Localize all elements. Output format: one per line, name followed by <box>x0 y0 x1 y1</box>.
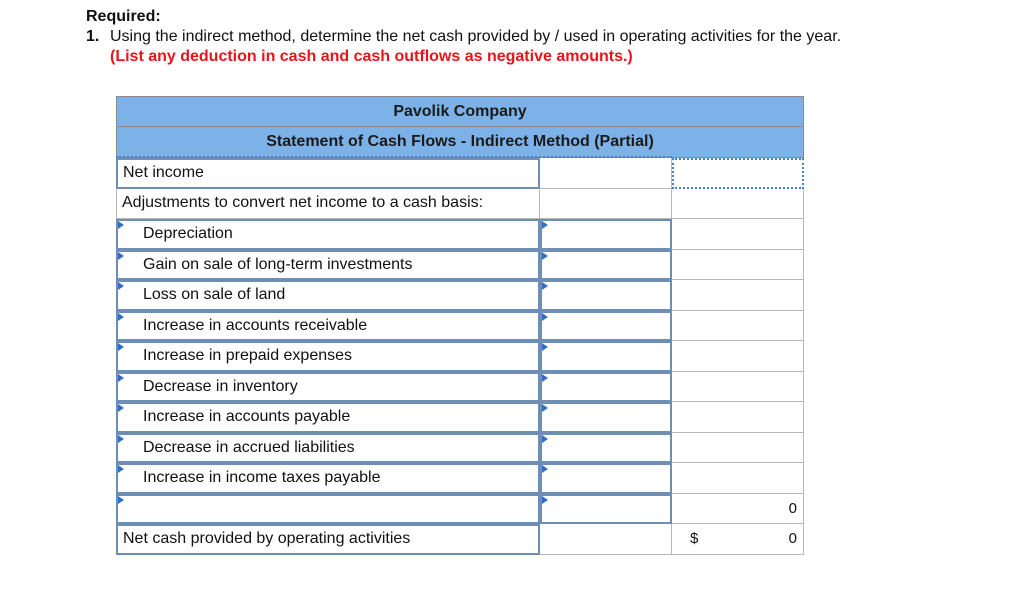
adjustments-header-row <box>116 189 804 220</box>
net-cash-mid-cell <box>540 524 672 555</box>
adjustment-label-dropdown[interactable] <box>116 433 540 464</box>
adjustment-row <box>116 341 804 372</box>
company-name: Pavolik Company <box>116 96 804 127</box>
net-income-mid-cell <box>540 158 672 189</box>
currency-symbol: $ <box>690 530 699 548</box>
adjustment-right-cell <box>672 250 804 281</box>
required-heading: Required: <box>86 8 161 25</box>
adjustment-amount-input[interactable] <box>540 402 672 433</box>
dropdown-indicator-icon <box>542 252 548 260</box>
adjustment-label-dropdown[interactable] <box>116 219 540 250</box>
adjustments-mid-cell <box>540 189 672 220</box>
adjustment-amount-input[interactable] <box>540 433 672 464</box>
adjustment-label: Depreciation <box>143 225 233 243</box>
adjustment-right-cell <box>672 341 804 372</box>
negative-amounts-note: (List any deduction in cash and cash outflows as negative amounts.) <box>110 48 633 65</box>
adjustment-amount-input[interactable] <box>540 250 672 281</box>
adjustment-right-cell <box>672 311 804 342</box>
adjustment-label: Gain on sale of long-term investments <box>143 255 413 273</box>
adjustment-row <box>116 402 804 433</box>
dropdown-indicator-icon <box>542 343 548 351</box>
adjustment-label: Decrease in inventory <box>143 377 298 395</box>
net-cash-value: 0 <box>788 530 797 548</box>
adjustment-label: Decrease in accrued liabilities <box>143 438 355 456</box>
adjustment-label-dropdown[interactable] <box>116 372 540 403</box>
net-cash-label: Net cash provided by operating activities <box>123 530 411 548</box>
adjustment-row <box>116 463 804 494</box>
adjustment-amount-input[interactable] <box>540 280 672 311</box>
adjustment-amount-input[interactable] <box>540 372 672 403</box>
adjustment-label: Increase in accounts receivable <box>143 316 368 334</box>
adjustment-label: Loss on sale of land <box>143 286 286 304</box>
adjustment-amount-input[interactable] <box>540 311 672 342</box>
adjustment-amount-input[interactable] <box>540 463 672 494</box>
adjustment-label: Increase in accounts payable <box>143 408 351 426</box>
adjustment-row <box>116 433 804 464</box>
net-income-amount-input[interactable] <box>672 158 804 189</box>
net-income-row <box>116 158 804 189</box>
additional-adjustment-amount-input[interactable] <box>540 494 672 525</box>
dropdown-indicator-icon <box>118 252 124 260</box>
adjustment-right-cell <box>672 372 804 403</box>
total-adjustments-value: 0 <box>672 494 804 525</box>
adjustments-label-cell <box>116 189 540 220</box>
adjustment-label-dropdown[interactable] <box>116 402 540 433</box>
dropdown-indicator-icon <box>542 435 548 443</box>
dropdown-indicator-icon <box>542 282 548 290</box>
net-cash-row <box>116 524 804 555</box>
dropdown-indicator-icon <box>118 496 124 504</box>
adjustment-row <box>116 311 804 342</box>
dropdown-indicator-icon <box>542 374 548 382</box>
additional-adjustment-dropdown[interactable] <box>116 494 540 525</box>
dropdown-indicator-icon <box>118 313 124 321</box>
net-cash-label-field[interactable] <box>116 524 540 555</box>
adjustment-label-dropdown[interactable] <box>116 280 540 311</box>
instruction-text: Using the indirect method, determine the net cash provided by / used in operating activities for the year. <box>110 28 842 45</box>
dropdown-indicator-icon <box>118 282 124 290</box>
adjustments-right-cell <box>672 189 804 220</box>
dropdown-indicator-icon <box>542 313 548 321</box>
adjustment-right-cell <box>672 463 804 494</box>
additional-adjustment-row <box>116 494 804 525</box>
adjustment-label-dropdown[interactable] <box>116 250 540 281</box>
adjustment-label-dropdown[interactable] <box>116 341 540 372</box>
net-cash-total-cell <box>672 524 804 555</box>
cash-flow-worksheet <box>116 96 804 555</box>
dropdown-indicator-icon <box>542 496 548 504</box>
dropdown-indicator-icon <box>542 404 548 412</box>
dropdown-indicator-icon <box>542 221 548 229</box>
dropdown-indicator-icon <box>118 435 124 443</box>
adjustment-row <box>116 219 804 250</box>
adjustments-label: Adjustments to convert net income to a cash basis: <box>122 194 484 212</box>
adjustment-label: Increase in income taxes payable <box>143 469 381 487</box>
adjustment-right-cell <box>672 402 804 433</box>
adjustment-amount-input[interactable] <box>540 341 672 372</box>
dropdown-indicator-icon <box>118 404 124 412</box>
adjustment-label-dropdown[interactable] <box>116 311 540 342</box>
net-income-label-field[interactable] <box>116 158 540 189</box>
adjustment-row <box>116 372 804 403</box>
adjustment-right-cell <box>672 219 804 250</box>
dropdown-indicator-icon <box>542 465 548 473</box>
adjustment-amount-input[interactable] <box>540 219 672 250</box>
adjustment-label: Increase in prepaid expenses <box>143 347 353 365</box>
adjustment-right-cell <box>672 280 804 311</box>
net-income-label: Net income <box>123 164 204 182</box>
instruction-line <box>86 28 841 46</box>
adjustment-row <box>116 280 804 311</box>
dropdown-indicator-icon <box>118 374 124 382</box>
adjustment-label-dropdown[interactable] <box>116 463 540 494</box>
adjustment-row <box>116 250 804 281</box>
dropdown-indicator-icon <box>118 465 124 473</box>
dropdown-indicator-icon <box>118 221 124 229</box>
adjustment-right-cell <box>672 433 804 464</box>
item-number: 1. <box>86 28 100 45</box>
dropdown-indicator-icon <box>118 343 124 351</box>
statement-title: Statement of Cash Flows - Indirect Method (Partial) <box>116 127 804 158</box>
